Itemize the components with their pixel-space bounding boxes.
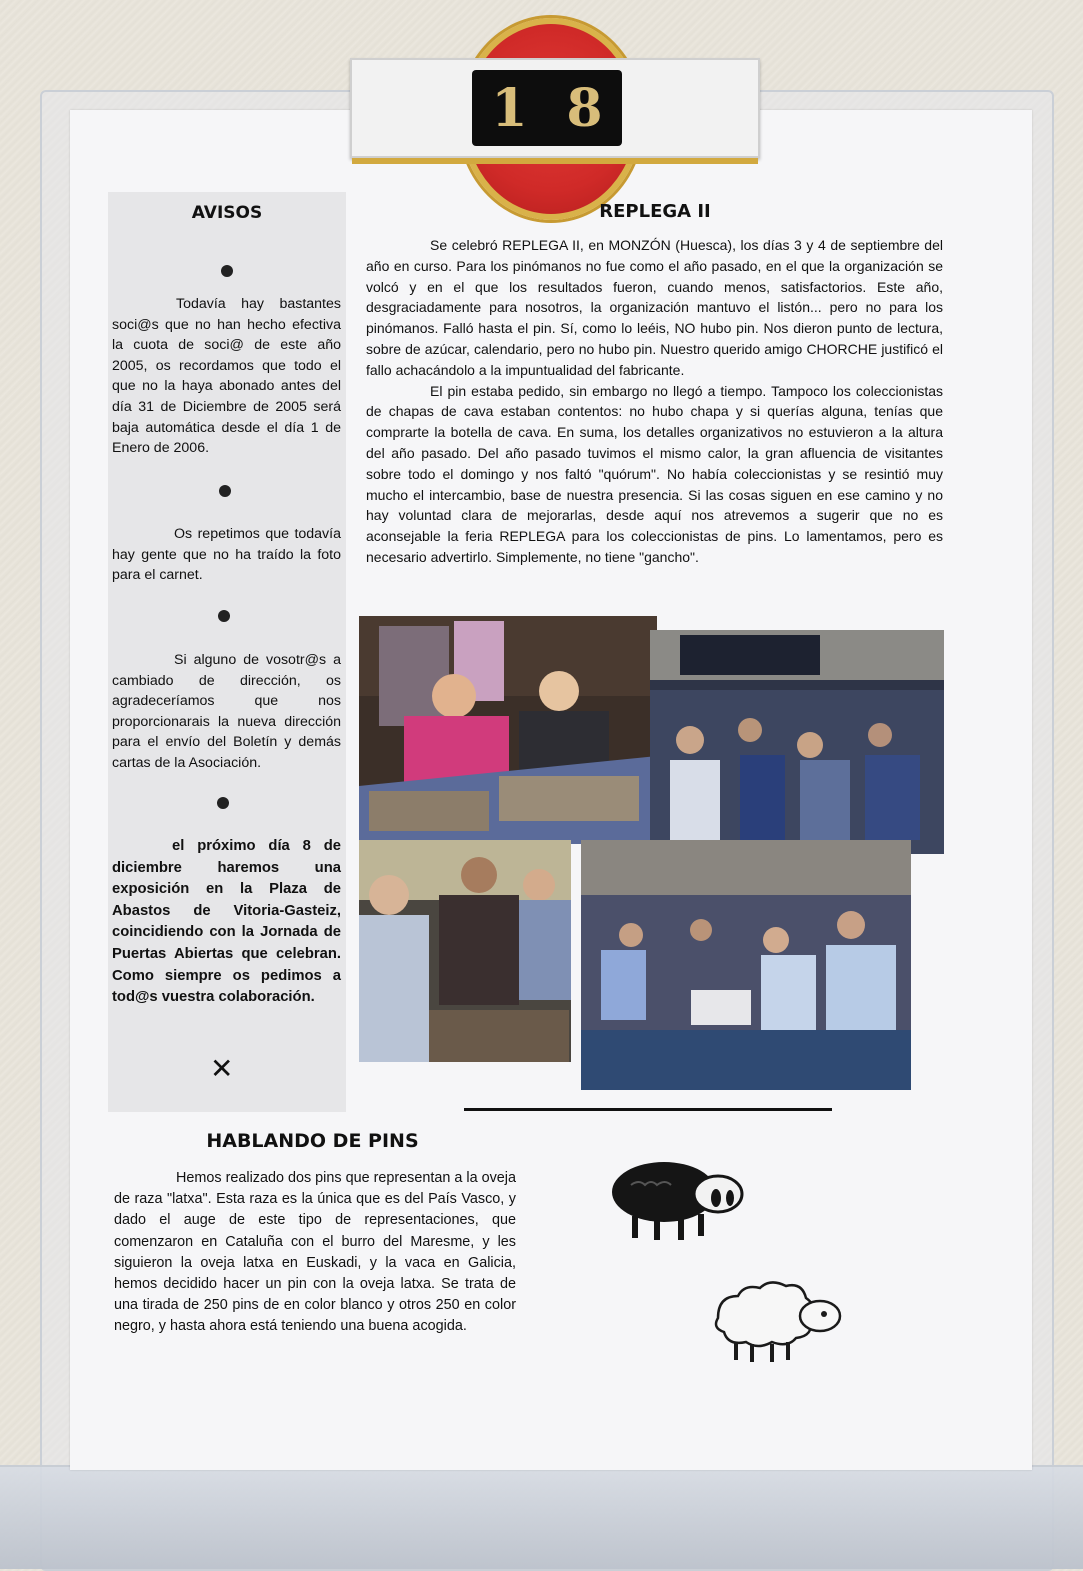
digit-2: 8 — [566, 77, 603, 139]
black-sheep-pin-icon — [606, 1150, 746, 1250]
aviso-item-4: el próximo día 8 de diciembre haremos una exposición en la Plaza de Abastos de Vitoria-Gasteiz, coincidiendo con la Jornada de Puertas Abiertas que celebran. Como siempre os pedimos a tod@s vuestra colaboración. — [112, 838, 341, 1006]
digit-1: 1 — [491, 77, 528, 139]
white-sheep-pin-icon — [708, 1278, 848, 1368]
table-number — [472, 70, 622, 146]
bullet-icon — [218, 610, 230, 622]
aviso-item-3: Si alguno de vosotr@s a cambiado de dirección, os agradeceríamos que nos proporcionarais la nueva dirección para el envío del Boletín y demás cartas de la Asociación. — [112, 652, 341, 771]
replega-paragraph-2: El pin estaba pedido, sin embargo no llegó a tiempo. Tampoco los coleccionistas de chapas de cava estaban contentos: no hubo chapa y si querías alguna, tenías que comprarte la botella de cava. En suma, los detalles organizativos no estuvieron a la altura del año pasado. Del año pasado tuvimos el mismo calor, la gran afluencia de visitantes sobre todo el domingo y nos faltó "quórum". No había coleccionistas y se resintió muy mucho el intercambio, base de nuestra presencia. Si las cosas siguen en ese camino y no hay voluntad clara de mejorarlas, desde aquí nos atrevemos a sugerir que no es aconsejable la feria REPLEGA para los coleccionistas de pins. Lo lamentamos, pero es necesario advertirlo. Simplemente, no tiene "gancho". — [366, 382, 943, 565]
photo-hall-crowd — [650, 630, 944, 854]
stand-base — [0, 1465, 1083, 1569]
pins-title: HABLANDO DE PINS — [206, 1130, 419, 1152]
pins-paragraph: Hemos realizado dos pins que representan a la oveja de raza "latxa". Esta raza es la única que es del País Vasco, y dado el auge de este tipo de representaciones, que comenzaron en Cataluña con el burro del Maresme, y les siguieron la oveja latxa en Euskadi, y la vaca en Galicia, hemos decidido hacer un pin con la oveja latxa. Se trata de una tirada de 250 pins de en color blanco y otros 250 en color negro, y hasta ahora está teniendo una buena acogida. — [114, 1170, 516, 1335]
photo-market-tables — [581, 840, 911, 1090]
end-mark-icon: ✕ — [210, 1052, 234, 1085]
bullet-icon — [217, 797, 229, 809]
replega-paragraph-1: Se celebró REPLEGA II, en MONZÓN (Huesca), los días 3 y 4 de septiembre del año en curso. Para los pinómanos no fue como el año pasado, en el que la organización se volcó y en el que los resultados fueron, cuando menos, satisfactorios. Este año, desgraciadamente para nosotros, la organización mantuvo el listón... pero no para los pinómanos. Falló hasta el pin. Sí, como lo leéis, NO hubo pin. Nos dieron punto de lectura, sobre de azúcar, calendario, pero no hubo pin. Nuestro querido amigo CHORCHE justificó el fallo achacándolo a la impuntualidad del fabricante. — [366, 237, 943, 378]
avisos-title: AVISOS — [191, 203, 263, 223]
bullet-icon — [219, 485, 231, 497]
photo-collectors — [359, 840, 571, 1062]
replega-title: REPLEGA II — [599, 201, 711, 222]
photo-stand-women — [359, 616, 657, 844]
section-divider — [464, 1108, 832, 1111]
aviso-item-1: Todavía hay bastantes soci@s que no han hecho efectiva la cuota de soci@ de este año 2005, os recordamos que todo el que no la haya abonado antes del día 31 de Diciembre de 2005 será baja automática desde el día 1 de Enero de 2006. — [112, 296, 341, 457]
replega-article — [366, 235, 943, 568]
aviso-item-2: Os repetimos que todavía hay gente que no ha traído la foto para el carnet. — [112, 526, 341, 584]
bullet-icon — [221, 265, 233, 277]
